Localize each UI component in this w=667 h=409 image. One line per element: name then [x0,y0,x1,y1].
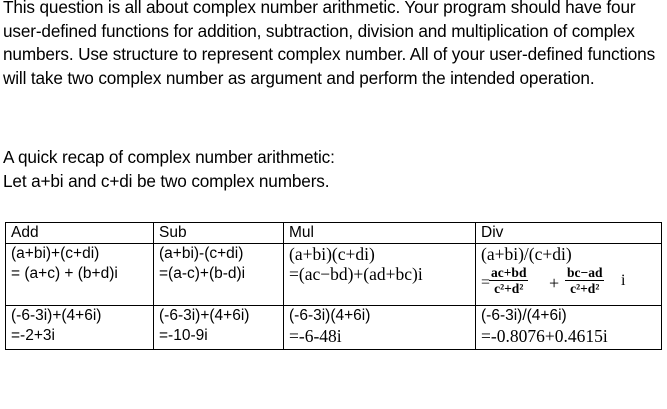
mul-formula-line-2: =(ac−bd)+(ad+bc)i [289,264,423,284]
div-example-line-2: =-0.8076+0.4615i [481,326,608,346]
question-text [3,0,665,90]
example-row [6,306,662,350]
div-example-cell [476,306,662,350]
div-plus: + [549,273,560,293]
div-real-numerator: ac+bd [491,265,527,280]
div-formula-fraction [481,264,656,302]
header-sub: Sub [154,223,284,244]
add-example-cell [6,306,154,350]
sub-formula-line-2: =(a-c)+(b-d)i [159,265,246,282]
add-example-line-2: =-2+3i [11,327,55,344]
div-imag-fraction [565,265,604,296]
add-formula-line-1: (a+bi)+(c+di) [11,245,100,262]
div-imaginary-unit: i [621,272,626,289]
mul-example-cell [284,306,476,350]
sub-example-line-2: =-10-9i [159,327,208,344]
sub-example-cell [154,306,284,350]
div-real-fraction [489,265,528,296]
div-formula-cell [476,244,662,306]
add-example-line-1: (-6-3i)+(4+6i) [11,307,102,324]
div-example-line-1: (-6-3i)/(4+6i) [481,307,567,324]
recap-section [3,146,665,193]
recap-line-1: A quick recap of complex number arithmetic: [3,147,335,167]
sub-formula-cell [154,244,284,306]
div-equals: = [481,274,491,291]
formula-row [6,244,662,306]
header-add: Add [6,223,154,244]
add-formula-cell [6,244,154,306]
add-formula-line-2: = (a+c) + (b+d)i [11,265,118,282]
operations-table [5,222,662,350]
header-mul: Mul [284,223,476,244]
div-formula-line-1: (a+bi)/(c+di) [481,244,572,264]
table-header-row [6,223,662,244]
mul-example-line-1: (-6-3i)(4+6i) [289,307,371,324]
mul-example-line-2: =-6-48i [289,326,342,346]
header-div: Div [476,223,662,244]
mul-formula-cell [284,244,476,306]
sub-formula-line-1: (a+bi)-(c+di) [159,245,244,262]
mul-formula-line-1: (a+bi)(c+di) [289,244,375,264]
div-real-denominator: c²+d² [489,280,528,296]
div-imag-denominator: c²+d² [565,280,604,296]
div-imag-numerator: bc−ad [567,265,603,280]
question-paragraph: This question is all about complex number arithmetic. Your program should have four user-defined functions for addition, subtraction, division and multiplication of complex numbers. Use structure to represent complex number. All of your user-defined functions will take two complex number as argument and perform the intended operation. [3,0,656,88]
sub-example-line-1: (-6-3i)+(4+6i) [159,307,250,324]
recap-line-2: Let a+bi and c+di be two complex numbers. [3,170,330,191]
